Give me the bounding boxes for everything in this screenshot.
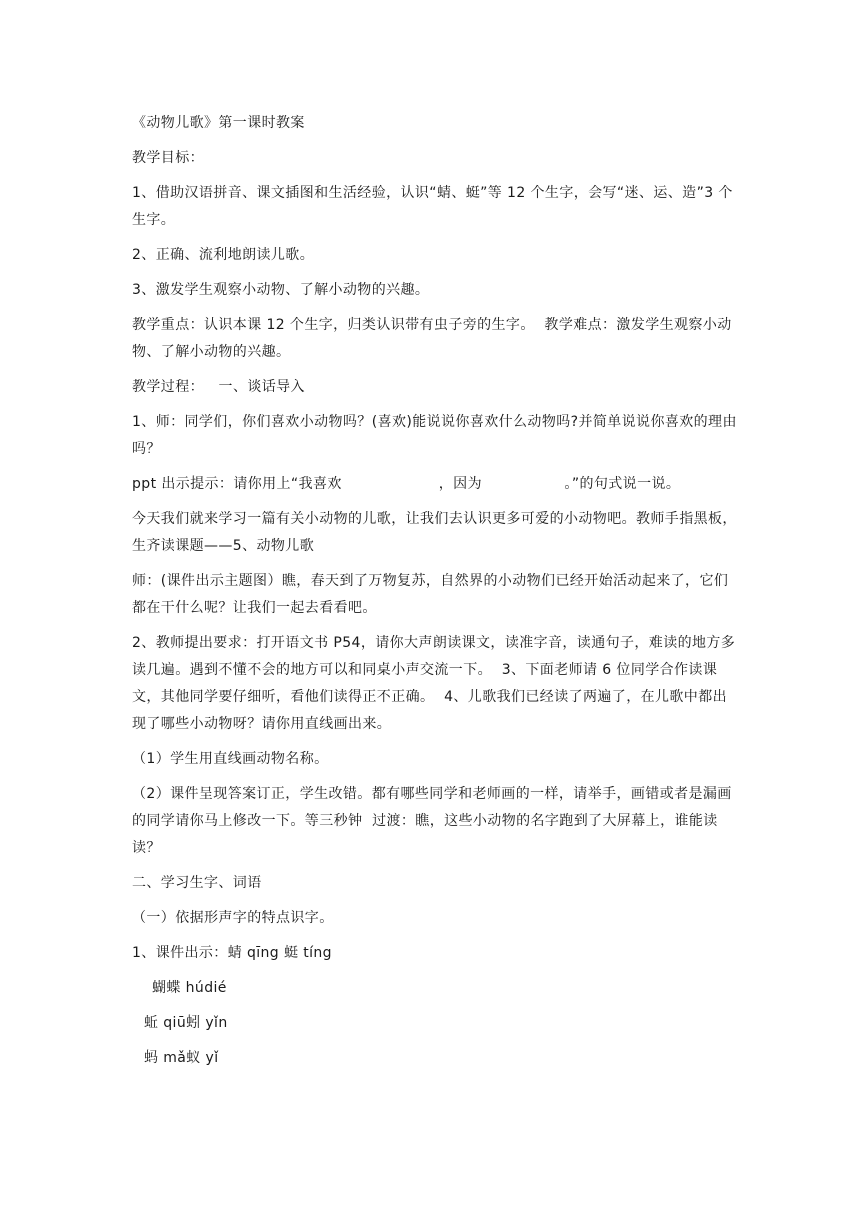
process-step-2: 2、教师提出要求：打开语文书 P54，请你大声朗读课文，读准字音，读通句子，难读的地方多读几遍。遇到不懂不会的地方可以和同桌小声交流一下。 3、下面老师请 6 位同学合作读课文，其他同学要仔细听，看他们读得正不正确。 4、儿歌我们已经读了两遍了，在儿歌中都出现了哪些小动物呀？请你用直线画出来。 <box>132 635 736 732</box>
goal-item-3: 3、激发学生观察小动物、了解小动物的兴趣。 <box>132 282 430 298</box>
goal-item-1: 1、借助汉语拼音、课文插图和生活经验，认识“蜻、蜓”等 12 个生字，会写“迷、运、造”3 个生字。 <box>132 185 733 228</box>
teacher-spring-intro: 师：(课件出示主题图）瞧，春天到了万物复苏，自然界的小动物们已经开始活动起来了，它们都在干什么呢？让我们一起去看看吧。 <box>132 573 729 616</box>
goals-heading: 教学目标： <box>132 150 204 166</box>
ppt-hint: ppt 出示提示：请你用上“我喜欢 ，因为 。”的句式说一说。 <box>132 476 681 492</box>
sub-step-1: （1）学生用直线画动物名称。 <box>132 751 329 767</box>
section-heading-2: 二、学习生字、词语 <box>132 875 262 891</box>
goal-item-2: 2、正确、流利地朗读儿歌。 <box>132 247 315 263</box>
word-butterfly: 蝴蝶 húdié <box>152 980 227 996</box>
word-ant: 蚂 mǎ蚁 yǐ <box>144 1050 219 1066</box>
key-difficult-points: 教学重点：认识本课 12 个生字，归类认识带有虫子旁的生字。 教学难点：激发学生观察小动物、了解小动物的兴趣。 <box>132 317 732 360</box>
lesson-title: 《动物儿歌》第一课时教案 <box>132 115 305 131</box>
sub-step-2: （2）课件呈现答案订正，学生改错。都有哪些同学和老师画的一样，请举手，画错或者是漏画的同学请你马上修改一下。等三秒钟 过渡：瞧，这些小动物的名字跑到了大屏幕上，谁能读读？ <box>132 786 732 856</box>
sub-section-heading-1: （一）依据形声字的特点识字。 <box>132 910 334 926</box>
document-body <box>132 110 740 1080</box>
process-heading: 教学过程： 一、谈话导入 <box>132 379 305 395</box>
word-earthworm: 蚯 qiū蚓 yǐn <box>144 1015 228 1031</box>
slide-words-1: 1、课件出示：蜻 qīng 蜓 tíng <box>132 945 332 961</box>
lesson-intro: 今天我们就来学习一篇有关小动物的儿歌，让我们去认识更多可爱的小动物吧。教师手指黑板，生齐读课题——5、动物儿歌 <box>132 511 737 554</box>
process-step-1: 1、师：同学们，你们喜欢小动物吗？(喜欢)能说说你喜欢什么动物吗?并简单说说你喜欢的理由吗？ <box>132 414 737 457</box>
